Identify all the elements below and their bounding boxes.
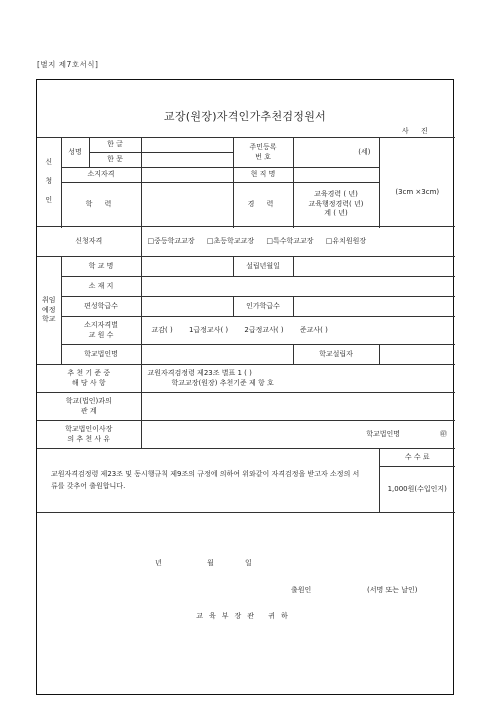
school-section-label: 취임 예정 학교: [37, 257, 61, 365]
checkbox-elementary[interactable]: □초등학교교장: [206, 236, 255, 245]
reason-label: 학교법인이사장 의 추 천 사 유: [37, 421, 141, 449]
qualification-options: [141, 227, 455, 257]
education-label: 학 력: [61, 183, 141, 227]
relation-field[interactable]: [141, 393, 455, 421]
hanja-name-field[interactable]: [141, 153, 233, 168]
career-field[interactable]: 교육경력 ( 년) 교육행정경력( 년) 계 ( 년): [293, 183, 379, 227]
education-field[interactable]: [141, 183, 233, 227]
relation-label: 학교(법인)과의 관 계: [37, 393, 141, 421]
address-label: 소 재 지: [61, 277, 141, 297]
school-name-field[interactable]: [141, 257, 233, 277]
approved-classes-label: 인가학급수: [233, 297, 293, 317]
school-name-label: 학 교 명: [61, 257, 141, 277]
form-frame: [36, 79, 454, 695]
cert-field[interactable]: [141, 168, 233, 183]
hangul-label: 한 글: [89, 138, 141, 153]
career-label: 경 력: [233, 183, 293, 227]
declaration-text: 교원자격검정령 제23조 및 동시행규칙 제9조의 규정에 의하여 위와같이 자격검정을 받고자 소정의 서류를 갖추어 출원합니다.: [37, 449, 379, 513]
classes-field[interactable]: [141, 297, 233, 317]
criteria-field[interactable]: 교원자격검정령 제23조 별표 1 ( ) 학교교장(원장) 추천기준 제 항 호: [141, 365, 455, 393]
founder-label: 학교설립자: [293, 345, 379, 365]
name-label: 성명: [61, 138, 89, 168]
form-number-label: [별지 제7호서식]: [37, 60, 99, 69]
checkbox-kindergarten[interactable]: □유치원원장: [325, 236, 367, 245]
fee-value: 1,000원(수입인지): [379, 467, 455, 513]
founder-field[interactable]: [379, 345, 455, 365]
applicant-section-label: 신 청 인: [37, 138, 61, 227]
staff-values[interactable]: 교감( ) 1급정교사( ) 2급정교사( ) 준교사( ): [141, 317, 455, 345]
hangul-name-field[interactable]: [141, 138, 233, 153]
applicant-signature-label: 출원인: [291, 586, 312, 594]
addressee: 교육부장관 귀하: [196, 612, 294, 620]
applicant-signature-note: (서명 또는 날인): [367, 586, 418, 594]
hanja-label: 한 문: [89, 153, 141, 168]
form-title: 교장(원장)자격인가추천검정원서: [163, 110, 327, 123]
cert-label: 소지자격: [61, 168, 141, 183]
corp-label: 학교법인명: [61, 345, 141, 365]
founded-label: 설립년월일: [233, 257, 293, 277]
date-month: 월: [207, 559, 214, 567]
checkbox-special[interactable]: □특수학교교장: [266, 236, 314, 245]
corp-field[interactable]: [141, 345, 293, 365]
fee-label: 수 수 료: [379, 449, 455, 467]
rrn-age-field[interactable]: (세): [293, 138, 379, 168]
approved-classes-field[interactable]: [293, 297, 455, 317]
address-field[interactable]: [141, 277, 455, 297]
seal-icon: ㊞: [440, 429, 447, 438]
qualification-label: 신청자격: [37, 227, 141, 257]
criteria-label: 추 천 기 준 중 해 당 사 항: [37, 365, 141, 393]
position-field[interactable]: [293, 168, 379, 183]
staff-label: 소지자격별 교 원 수: [61, 317, 141, 345]
photo-box: 사 진 (3cm ×3cm): [379, 138, 455, 227]
application-table: [37, 126, 455, 513]
date-year: 년: [155, 559, 162, 567]
position-label: 현 직 명: [233, 168, 293, 183]
reason-field[interactable]: 학교법인명 ㊞: [141, 421, 455, 449]
classes-label: 편성학급수: [61, 297, 141, 317]
rrn-label: 주민등록 번 호: [233, 138, 293, 168]
checkbox-secondary[interactable]: □중등학교교장: [147, 236, 195, 245]
date-day: 일: [245, 559, 252, 567]
founded-field[interactable]: [293, 257, 455, 277]
